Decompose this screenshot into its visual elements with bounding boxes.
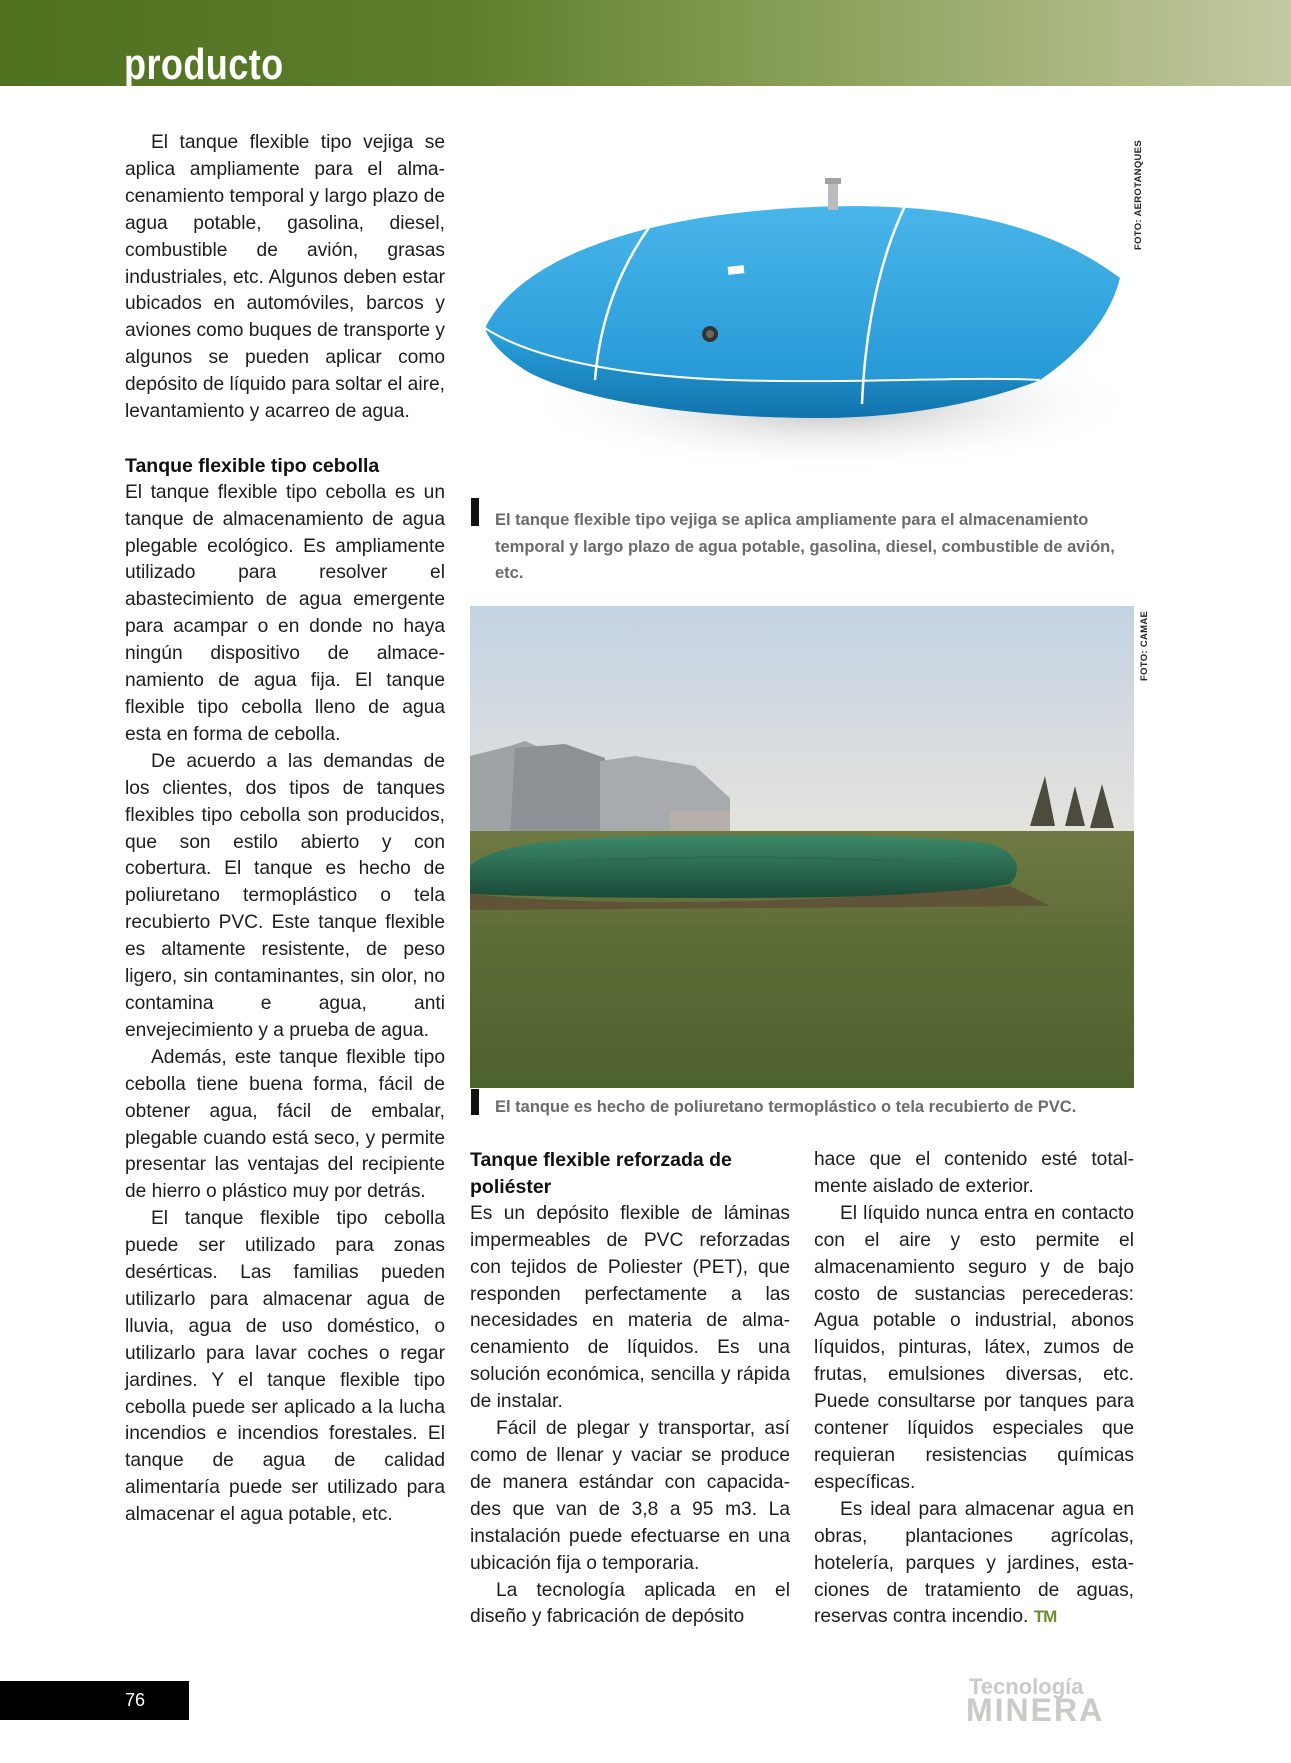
section-title: producto xyxy=(124,40,284,89)
paragraph: De acuerdo a las demandas de los clientes, dos tipos de tanques flexibles tipo cebolla son producidos, que son estilo abierto y con cobertura. El tanque es hecho de poliuretano termoplástico o tela recubierto PVC. Este tanque flexible es altamente resistente, de peso ligero, sin contaminantes, sin olor, no contamina e agua, anti envejecimiento y a prueba de agua. xyxy=(125,750,445,1041)
caption-marker xyxy=(471,498,479,526)
paragraph: Es un depósito flexible de láminas impermeables de PVC reforzadas con tejidos de Poliester (PET), que responden perfectamente a las necesidades en materia de almacenamiento de líquidos. Es una solución económica, sencilla y rápida de instalar. xyxy=(470,1202,790,1413)
end-of-article-mark: TM xyxy=(1033,1607,1057,1627)
article-column-1 xyxy=(125,130,445,1529)
photo-credit: FOTO: AEROTANQUES xyxy=(1133,140,1144,250)
photo-caption: El tanque es hecho de poliuretano termoplástico o tela recubierto de PVC. xyxy=(495,1098,1077,1116)
paragraph-text: Es ideal para almacenar agua en obras, plantaciones agrícolas, hotelería, parques y jardines, estaciones de tratamiento de aguas, reservas contra incendio. xyxy=(814,1498,1134,1628)
section-heading-cebolla: Tanque flexible tipo cebolla xyxy=(125,454,380,477)
logo-text-top: Tecnología xyxy=(969,1674,1084,1699)
photo-credit: FOTO: CAMAE xyxy=(1139,610,1150,681)
paragraph: Además, este tanque flexible tipo cebolla tiene buena forma, fácil de obtener agua, fácil de embalar, plegable cuando está seco, y permite presentar las ventajas del recipiente de hierro o plástico muy por detrás. xyxy=(125,1046,445,1203)
caption-marker xyxy=(471,1089,479,1115)
field-tank-photo xyxy=(470,606,1134,1088)
paragraph xyxy=(814,1497,1134,1632)
paragraph: El líquido nunca entra en contacto con el aire y esto permite el almacenamiento seguro y de bajo costo de sustancias perecederas: Agua potable o industrial, abonos líquidos, pinturas, látex, zumos de frutas, emulsiones diversas, etc. Puede consultarse por tanques para contener líquidos especiales que requieran resistencias químicas específicas. xyxy=(814,1202,1134,1493)
photo-caption: El tanque flexible tipo vejiga se aplica ampliamente para el almacenamiento temporal y largo plazo de agua potable, gasolina, diesel, combustible de avión, etc. xyxy=(495,511,1115,582)
logo-text-bottom: MINERA xyxy=(966,1692,1105,1728)
page-number: 76 xyxy=(125,1690,146,1710)
paragraph: hace que el contenido esté totalmente aislado de exterior. xyxy=(814,1149,1134,1197)
article-column-3 xyxy=(814,1147,1134,1631)
bladder-tank-photo xyxy=(470,118,1130,493)
paragraph: La tecnología aplicada en el diseño y fabricación de depósito xyxy=(470,1579,790,1628)
paragraph: El tanque flexible tipo cebolla puede ser utilizado para zonas desérticas. Las familias pueden utilizarlo para almacenar agua de lluvia, agua de uso doméstico, o utilizarlo para lavar coches o regar jardines. Y el tanque flexible tipo cebolla puede ser aplicado a la lucha incendios e incendios forestales. El tanque de agua de calidad alimentaría puede ser utilizado para almacenar el agua potable, etc. xyxy=(125,1208,445,1526)
section-heading-poliester: Tanque flexible reforzada de poliéster xyxy=(470,1149,732,1198)
paragraph: Fácil de plegar y transportar, así como de llenar y vaciar se produce de manera estándar con capacidades que van de 3,8 a 95 m3. La instalación puede efectuarse en una ubicación fija o temporaria. xyxy=(470,1418,790,1574)
article-column-2 xyxy=(470,1147,790,1631)
paragraph: El tanque flexible tipo cebolla es un tanque de almacenamiento de agua plegable ecológico. Es ampliamente utilizado para resolver el abastecimiento de agua emergente para acampar o en donde no haya ningún dispositivo de almacenamiento de agua fija. El tanque flexible tipo cebolla lleno de agua esta en forma de cebolla. xyxy=(125,481,445,745)
page-number-bar xyxy=(0,1681,189,1720)
magazine-logo xyxy=(966,1676,1136,1726)
intro-paragraph: El tanque flexible tipo vejiga se aplica ampliamente para el almacenamiento temporal y largo plazo de agua potable, gasolina, diesel, combustible de avión, grasas industriales, etc. Algunos deben estar ubicados en automóviles, barcos y aviones como buques de transporte y algunos se pueden aplicar como depósito de líquido para soltar el aire, levantamiento y acarreo de agua. xyxy=(125,132,445,423)
